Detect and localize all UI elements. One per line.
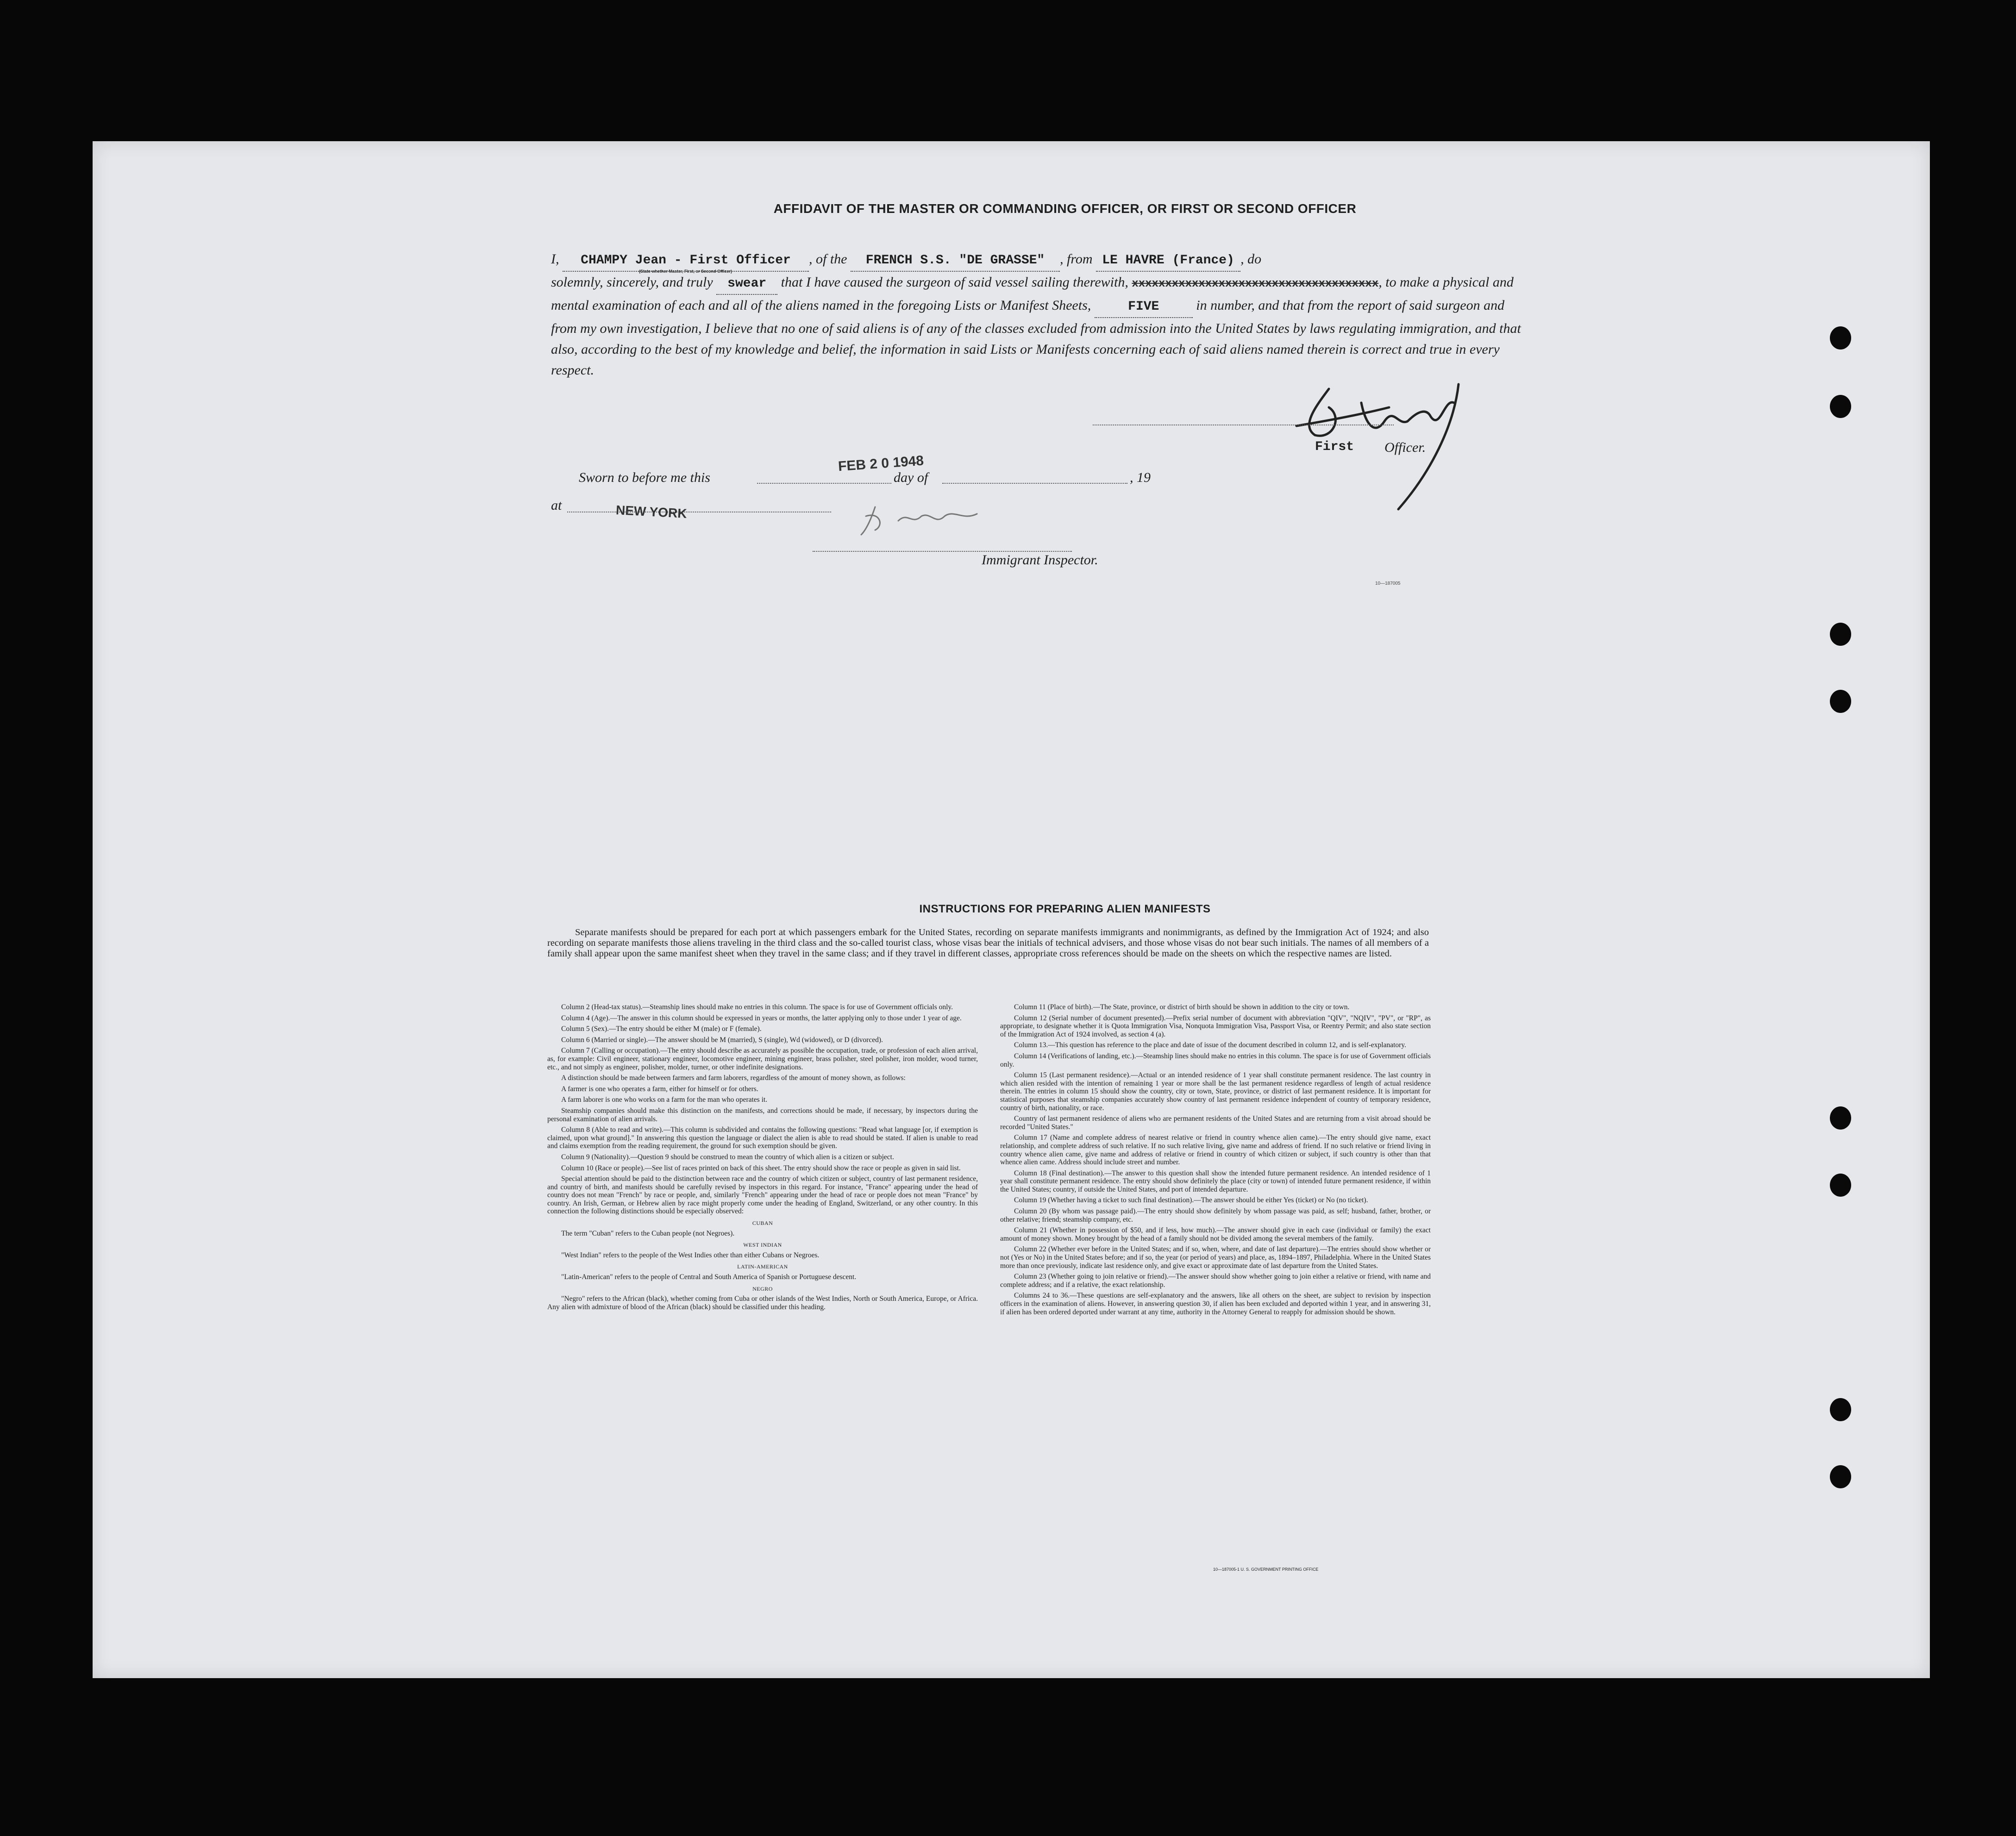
instruction-paragraph: Column 13.—This question has reference to the place and date of issue of the document described in column 12, and is self-explanatory. bbox=[1014, 1041, 1406, 1049]
binder-hole bbox=[1830, 326, 1851, 350]
oath-lead: solemnly, sincerely, and truly bbox=[551, 275, 713, 290]
instructions-right-column bbox=[1000, 1003, 1431, 1319]
instruction-paragraph: Column 5 (Sex).—The entry should be either M (male) or F (female). bbox=[561, 1025, 762, 1033]
instructions-intro: Separate manifests should be prepared for each port at which passengers embark for the United States, recording on separate manifests immigrants and nonimmigrants, as defined by the Immigration Act of 1924; and also recording on separate manifests those aliens traveling in the third class and the so-called tourist class, whose visas bear the initials of technical advisers, and those whose visas do not bear such initials. The names of all members of a family shall appear upon the same manifest sheet when they travel in the same class; and if they travel in different classes, appropriate cross references should be made on the sheets on which the respective names are listed. bbox=[547, 927, 1429, 959]
instruction-paragraph: Column 11 (Place of birth).—The State, province, or district of birth should be shown in addition to the city or town. bbox=[1014, 1003, 1350, 1011]
binder-hole bbox=[1830, 690, 1851, 713]
instruction-paragraph: Special attention should be paid to the distinction between race and the country of which citizen or subject, country of last permanent residence, and country of birth, and manifests should be carefully revised by inspectors in this regard. For instance, "France" appearing under the head of country does not mean "French" by race or people, and, similarly "French" appearing under the head of race or people does not mean "France" by country. An Irish, German, or Hebrew alien by race might properly come under the heading of England, Switzerland, or any other country. In this connection the following distinctions should be especially observed: bbox=[547, 1175, 978, 1216]
instructions-left-column bbox=[547, 1003, 978, 1314]
binder-hole bbox=[1830, 1465, 1851, 1488]
from-text: , from bbox=[1060, 251, 1093, 267]
place-stamp: NEW YORK bbox=[615, 503, 688, 521]
affidavit-body bbox=[551, 249, 1523, 381]
instruction-paragraph: Column 14 (Verifications of landing, etc.).—Steamship lines should make no entries in this column. The space is for use of Government officials only. bbox=[1000, 1052, 1431, 1068]
heading-negro: NEGRO bbox=[752, 1285, 773, 1292]
name-rank-field: CHAMPY Jean - First Officer bbox=[563, 250, 809, 272]
heading-cuban: CUBAN bbox=[752, 1220, 773, 1227]
do-text: , do bbox=[1240, 251, 1262, 267]
printing-office-code: 10—187005-1 U. S. GOVERNMENT PRINTING OFFICE bbox=[1213, 1567, 1319, 1572]
month-line bbox=[942, 483, 1127, 484]
at-text: at bbox=[551, 498, 562, 513]
binder-hole bbox=[1830, 623, 1851, 646]
instruction-paragraph: A farm laborer is one who works on a farm for the man who operates it. bbox=[561, 1096, 768, 1104]
day-of-text: day of bbox=[894, 470, 928, 485]
inspector-label: Immigrant Inspector. bbox=[982, 552, 1098, 568]
binder-hole bbox=[1830, 1174, 1851, 1197]
manifest-page bbox=[93, 141, 1930, 1678]
instruction-paragraph: "Latin-American" refers to the people of Central and South America of Spanish or Portuguese descent. bbox=[561, 1273, 857, 1281]
of-the-text: , of the bbox=[809, 251, 847, 267]
instruction-paragraph: Column 17 (Name and complete address of nearest relative or friend in country whence alien came).—The entry should give name, exact relationship, and complete address of such relative. If no such relative living, give name and address of friend. If no such relative or friend living in country whence alien came, give name and address of relative or friend in country of which citizen or subject, if such country is other than that whence alien came. Address should include street and number. bbox=[1000, 1134, 1431, 1167]
instruction-paragraph: Country of last permanent residence of aliens who are permanent residents of the United States and are returning from a visit abroad should be recorded "United States." bbox=[1000, 1115, 1431, 1131]
instruction-paragraph: A farmer is one who operates a farm, either for himself or for others. bbox=[561, 1085, 758, 1093]
officer-signature bbox=[1222, 370, 1509, 528]
instruction-paragraph: Column 22 (Whether ever before in the United States; and if so, when, where, and date of last departure).—The entries should show whether or not (Yes or No) in the United States before; and if so, the year (or period of years) and place, as, 1894–1897, Philadelphia. Where in the United States more than once previously, indicate last residence only, and give exact or approximate date of last departure from the United States. bbox=[1000, 1245, 1431, 1270]
instruction-paragraph: The term "Cuban" refers to the Cuban people (not Negroes). bbox=[561, 1229, 735, 1237]
date-line bbox=[757, 483, 891, 484]
binder-hole bbox=[1830, 395, 1851, 418]
port-field: LE HAVRE (France) bbox=[1096, 250, 1240, 272]
count-field: FIVE bbox=[1095, 296, 1193, 318]
signer-rank: First bbox=[1315, 440, 1354, 454]
instruction-paragraph: Column 8 (Able to read and write).—This column is subdivided and contains the following questions: "Read what language [or, if exemption is claimed, upon what ground]." In answering this question the language or dialect the alien is able to read should be stated. If alien is unable to read and claims exemption from the reading requirement, the ground for such exemption should be given. bbox=[547, 1126, 978, 1150]
date-stamp: FEB 2 0 1948 bbox=[838, 453, 925, 475]
officer-label: Officer. bbox=[1384, 440, 1426, 455]
struck-text: xxxxxxxxxxxxxxxxxxxxxxxxxxxxxxxxxxxxx bbox=[1132, 278, 1379, 290]
declaration-text: in number, and that from the report of said surgeon and from my own investigation, I believe that no one of said aliens is of any of the classes excluded from admission into the United States by laws regulating immigration, and that also, according to the best of my knowledge and belief, the information in said Lists or Manifests concerning each of said aliens named therein is correct and true in every respect. bbox=[551, 298, 1521, 378]
instruction-paragraph: Columns 24 to 36.—These questions are self-explanatory and the answers, like all others on the sheet, are subject to revision by inspection officers in the examination of aliens. However, in answering question 30, if alien has been excluded and deported within 1 year, and in answering 31, if alien has been ordered deported under warrant at any time, authority in the Attorney General to reapply for admission should be shown. bbox=[1000, 1292, 1431, 1316]
oath-field: swear bbox=[716, 273, 777, 295]
instruction-paragraph: Column 6 (Married or single).—The answer should be M (married), S (single), Wd (widowed), or D (divorced). bbox=[561, 1036, 883, 1044]
binder-hole bbox=[1830, 1398, 1851, 1421]
instruction-paragraph: Column 19 (Whether having a ticket to such final destination).—The answer should be either Yes (ticket) or No (no ticket). bbox=[1014, 1196, 1368, 1205]
vessel-field: FRENCH S.S. "DE GRASSE" bbox=[851, 250, 1060, 272]
sworn-text: Sworn to before me this bbox=[579, 470, 710, 485]
instruction-paragraph: Column 20 (By whom was passage paid).—The entry should show definitely by whom passage was paid, as self; husband, father, brother, or other relative; friend; steamship company, etc. bbox=[1000, 1207, 1431, 1224]
inspector-signature-line bbox=[813, 551, 1072, 552]
oath-body: that I have caused the surgeon of said vessel sailing therewith, bbox=[781, 275, 1128, 290]
instruction-paragraph: Column 9 (Nationality).—Question 9 should be construed to mean the country of which alien is a citizen or subject. bbox=[561, 1153, 894, 1161]
year-prefix: , 19 bbox=[1130, 470, 1151, 485]
instruction-paragraph: A distinction should be made between farmers and farm laborers, regardless of the amount of money shown, as follows: bbox=[561, 1074, 906, 1082]
instruction-paragraph: Column 15 (Last permanent residence).—Actual or an intended residence of 1 year shall constitute permanent residence. The last country in which alien resided with the intention of remaining 1 year or more shall be the last permanent residence regardless of length of actual residence therein. The entries in column 15 should show the country, city or town, State, province, or district of last permanent residence. It is important for statistical purposes that steamship companies accurately show country of last permanent residence independent of country of temporary residence, country of birth, nationality, or race. bbox=[1000, 1071, 1431, 1112]
binder-hole bbox=[1830, 1106, 1851, 1130]
inspector-signature bbox=[857, 498, 986, 539]
affidavit-title: AFFIDAVIT OF THE MASTER OR COMMANDING OFFICER, OR FIRST OR SECOND OFFICER bbox=[773, 201, 1357, 216]
instruction-paragraph: Column 7 (Calling or occupation).—The entry should describe as accurately as possible the occupation, trade, or profession of each alien arrival, as, for example: Civil engineer, stationary engineer, locomotive engineer, mining engineer, brass polisher, steel polisher, iron molder, wood turner, etc., and not simply as engineer, polisher, molder, turner, or other indefinite designations. bbox=[547, 1047, 978, 1071]
affidavit-form-code: 10—187005 bbox=[1375, 581, 1401, 586]
examination-text: , to make a physical and mental examination of each and all of the aliens named in the foregoing Lists or Manifest Sheets, bbox=[551, 275, 1514, 313]
instruction-paragraph: "Negro" refers to the African (black), whether coming from Cuba or other islands of the West Indies, North or South America, Europe, or Africa. Any alien with admixture of blood of the African (black) should be classified under this heading. bbox=[547, 1295, 978, 1311]
instruction-paragraph: Column 4 (Age).—The answer in this column should be expressed in years or months, the latter applying only to those under 1 year of age. bbox=[561, 1014, 962, 1022]
instruction-paragraph: Column 21 (Whether in possession of $50, and if less, how much).—The answer should give in each case (individual or family) the exact amount of money shown. Money brought by the head of a family should not be divided among the several members of the family. bbox=[1000, 1226, 1431, 1243]
intro-i: I, bbox=[551, 251, 559, 267]
heading-west-indian: WEST INDIAN bbox=[743, 1242, 782, 1249]
instruction-paragraph: Column 18 (Final destination).—The answer to this question shall show the intended future permanent residence. An intended residence of 1 year shall constitute permanent residence. The entry should show definitely the place (city or town) of intended future permanent residence, if within the United States; country, if outside the United States, and port of intended departure. bbox=[1000, 1169, 1431, 1193]
rank-note: (State whether Master, First, or Second Officer) bbox=[639, 269, 733, 274]
instruction-paragraph: Steamship companies should make this distinction on the manifests, and corrections should be made, if necessary, by inspectors during the personal examination of alien arrivals. bbox=[547, 1106, 978, 1123]
instructions-title: INSTRUCTIONS FOR PREPARING ALIEN MANIFESTS bbox=[919, 903, 1211, 915]
instruction-paragraph: Column 23 (Whether going to join relative or friend).—The answer should show whether going to join either a relative or friend, with name and complete address; and if a relative, the exact relationship. bbox=[1000, 1273, 1431, 1289]
instruction-paragraph: Column 10 (Race or people).—See list of races printed on back of this sheet. The entry should show the race or people as given in said list. bbox=[561, 1164, 961, 1172]
heading-latin-american: LATIN-AMERICAN bbox=[737, 1263, 788, 1270]
instruction-paragraph: Column 2 (Head-tax status).—Steamship lines should make no entries in this column. The space is for use of Government officials only. bbox=[561, 1003, 953, 1011]
instruction-paragraph: "West Indian" refers to the people of the West Indies other than either Cubans or Negroes. bbox=[561, 1251, 820, 1259]
instruction-paragraph: Column 12 (Serial number of document presented).—Prefix serial number of document with abbreviation "QIV", "NQIV", "PV", or "RP", as appropriate, to designate whether it is Quota Immigration Visa, Nonquota Immigration Visa, Passport Visa, or Reentry Permit; and also state section of the Immigration Act of 1924 involved, as section 4 (a). bbox=[1000, 1014, 1431, 1038]
